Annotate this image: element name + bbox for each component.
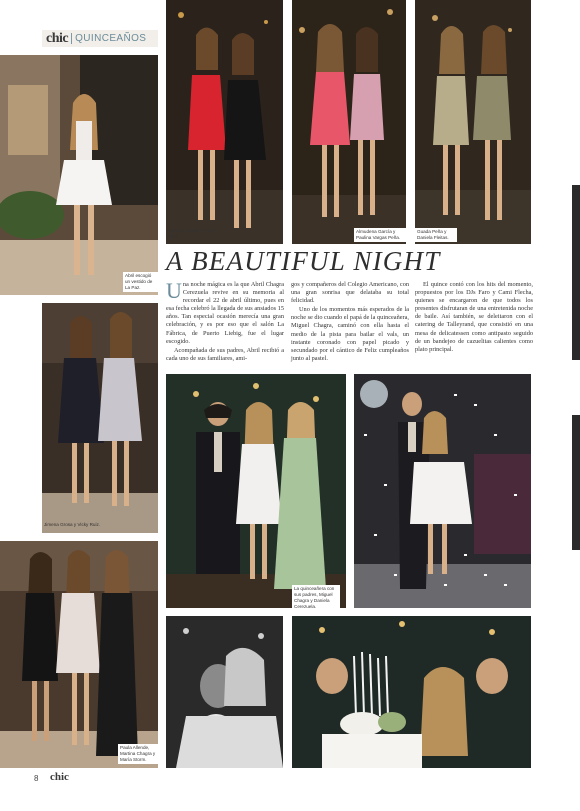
caption-paula: Paula Allende, Martina Chagra y María Storm. xyxy=(118,744,160,764)
caption-parents: La quinceañera con sus padres, Miguel Chagra y Daniela Cerezuela. xyxy=(292,585,340,611)
caption-guada: Guada Peña y Daniela Fleitas. xyxy=(415,228,457,242)
caption-eugenia: Eugenia Castillo y Pilar Ricci. xyxy=(168,228,216,239)
photo-quinceanera-parents xyxy=(166,374,346,608)
caption-almudena: Almudena García y Paulina Vargas Peña. xyxy=(354,228,406,242)
article-paragraph: Uno de los momentos más esperados de la noche se dio cuando el papá de la quinceañera, Miguel Chagra, caminó con ella hasta el medio de la pista para bailar el vals, un instante coronado con papel picado y secundado por el cántico de Feliz cumpleaños junto al pastel. xyxy=(291,306,410,362)
footer-logo: chic xyxy=(50,771,69,783)
photo-abril-white-dress xyxy=(0,55,158,295)
photo-almudena-paulina xyxy=(292,0,406,244)
caption-abril: Abril escogió un vestido de La Paz. xyxy=(123,272,159,292)
drop-cap: U xyxy=(166,278,182,303)
article-paragraph: gos y compañeros del Colegio Americano, con una gran sonrisa que delataba su total felicidad. xyxy=(291,281,409,305)
magazine-logo: chic xyxy=(46,30,69,46)
article-column-1 xyxy=(166,278,284,364)
adjacent-page-edge xyxy=(572,415,580,550)
section-label: QUINCEAÑOS xyxy=(75,33,147,44)
caption-jimena: Jimena Grosa y Vicky Ruiz. xyxy=(44,522,101,527)
photo-paula-martina-maria xyxy=(0,541,158,768)
article-paragraph: na noche mágica es la que Abril Chagra Cerezuela revive en su memoria al recordar el 22 de abril último, pues en esa fecha celebró la llegada de sus ansiados 15 años. Tan especial ocasión merecía una gran celebración, y es por eso que el salón La Fábrica, de Puerto Liebig, fue el lugar escogido. xyxy=(166,281,284,345)
section-header xyxy=(42,30,158,47)
header-divider xyxy=(71,33,72,44)
article-column-3 xyxy=(415,281,533,355)
photo-vals-confetti xyxy=(354,374,531,608)
article-headline: A BEAUTIFUL NIGHT xyxy=(166,246,441,276)
photo-cake-candles xyxy=(292,616,531,768)
photo-bw-hug xyxy=(166,616,283,768)
page-number: 8 xyxy=(34,774,39,783)
article-paragraph: Acompañada de sus padres, Abril recibió a cada uno de sus familiares, ami- xyxy=(166,346,284,362)
adjacent-page-edge xyxy=(572,185,580,360)
photo-guada-daniela xyxy=(415,0,531,244)
photo-eugenia-pilar xyxy=(166,0,283,244)
article-paragraph: El quince contó con los hits del momento, propuestos por los DJs Faro y Cami Flecha, quienes se encargaron de que todos los presentes disfrutaran de una entretenida noche de baile. Así también, se deleitaron con el catering de Talleyrand, que consistió en una mesa de delicatessen como antipasto seguido de un bandejeo de cazuelitas calientes como plato principal. xyxy=(415,281,533,353)
article-column-2 xyxy=(291,281,409,364)
photo-jimena-vicky xyxy=(42,303,158,533)
